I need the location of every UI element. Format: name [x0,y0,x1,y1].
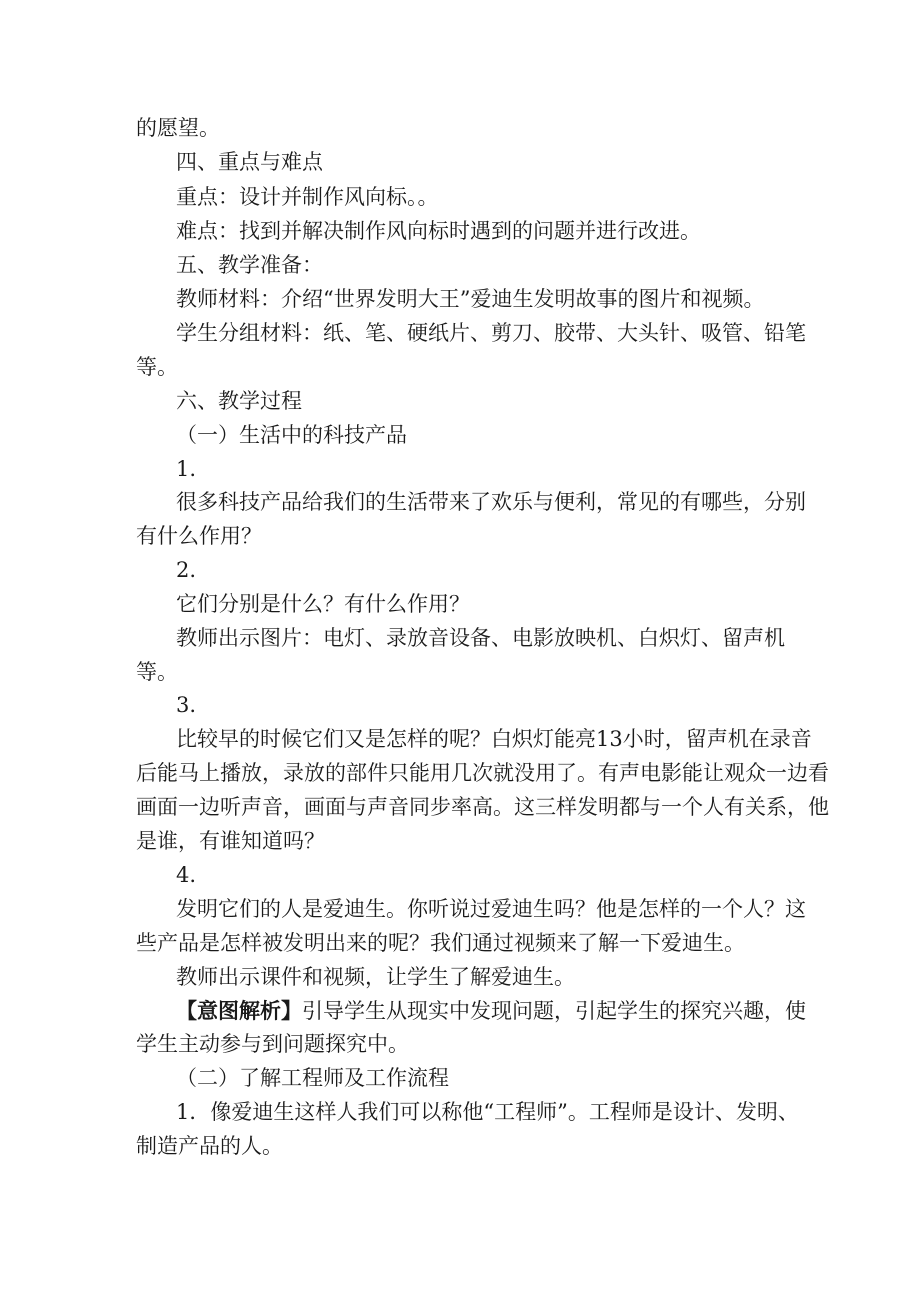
section-heading-key-points: 四、重点与难点 [176,150,323,174]
item-3-text-line-4: 是谁，有谁知道吗？ [136,829,325,853]
item-1-text: 很多科技产品给我们的生活带来了欢乐与便利，常见的有哪些，分别 [176,490,806,514]
item-3-text-line-1: 比较早的时候它们又是怎样的呢？白炽灯能亮13小时，留声机在录音 [176,727,812,751]
item-1-continuation: 有什么作用？ [136,524,262,548]
section-heading-process: 六、教学过程 [176,389,302,413]
item-number-4: 4. [176,863,197,887]
item-4-text-line-1: 发明它们的人是爱迪生。你听说过爱迪生吗？他是怎样的一个人？这 [176,897,806,921]
intent-analysis-label: 【意图解析】 [176,998,302,1023]
item-number-1: 1. [176,457,197,481]
intent-analysis-line-1 [176,999,806,1023]
student-materials-continuation: 等。 [136,355,178,379]
teacher-materials-text: 教师材料：介绍“世界发明大王”爱迪生发明故事的图片和视频。 [176,287,765,311]
item-4-text-line-2: 些产品是怎样被发明出来的呢？我们通过视频来了解一下爱迪生。 [136,931,745,955]
key-point-text: 重点：设计并制作风向标。。 [176,185,439,209]
intent-analysis-line-2: 学生主动参与到问题探究中。 [136,1032,409,1056]
item-4-teacher-shows: 教师出示课件和视频，让学生了解爱迪生。 [176,965,575,989]
item-2-question: 它们分别是什么？有什么作用？ [176,592,470,616]
item-2-continuation: 等。 [136,660,178,684]
subsection-heading-engineers: （二）了解工程师及工作流程 [176,1066,449,1090]
engineer-item-1-line-1: 1．像爱迪生这样人我们可以称他“工程师”。工程师是设计、发明、 [176,1100,799,1124]
item-number-3: 3. [176,693,197,717]
intent-analysis-text: 引导学生从现实中发现问题，引起学生的探究兴趣，使 [302,999,806,1023]
item-3-text-line-3: 画面一边听声音，画面与声音同步率高。这三样发明都与一个人有关系，他 [136,795,829,819]
item-2-teacher-images: 教师出示图片：电灯、录放音设备、电影放映机、白炽灯、留声机 [176,626,785,650]
paragraph-continuation: 的愿望。 [136,116,220,140]
subsection-heading-tech-products: （一）生活中的科技产品 [176,423,407,447]
item-number-2: 2. [176,558,197,582]
item-3-text-line-2: 后能马上播放，录放的部件只能用几次就没用了。有声电影能让观众一边看 [136,761,829,785]
section-heading-preparation: 五、教学准备： [176,253,323,277]
difficulty-text: 难点：找到并解决制作风向标时遇到的问题并进行改进。 [176,219,701,243]
engineer-item-1-line-2: 制造产品的人。 [136,1134,283,1158]
student-materials-text: 学生分组材料：纸、笔、硬纸片、剪刀、胶带、大头针、吸管、铅笔 [176,321,806,345]
